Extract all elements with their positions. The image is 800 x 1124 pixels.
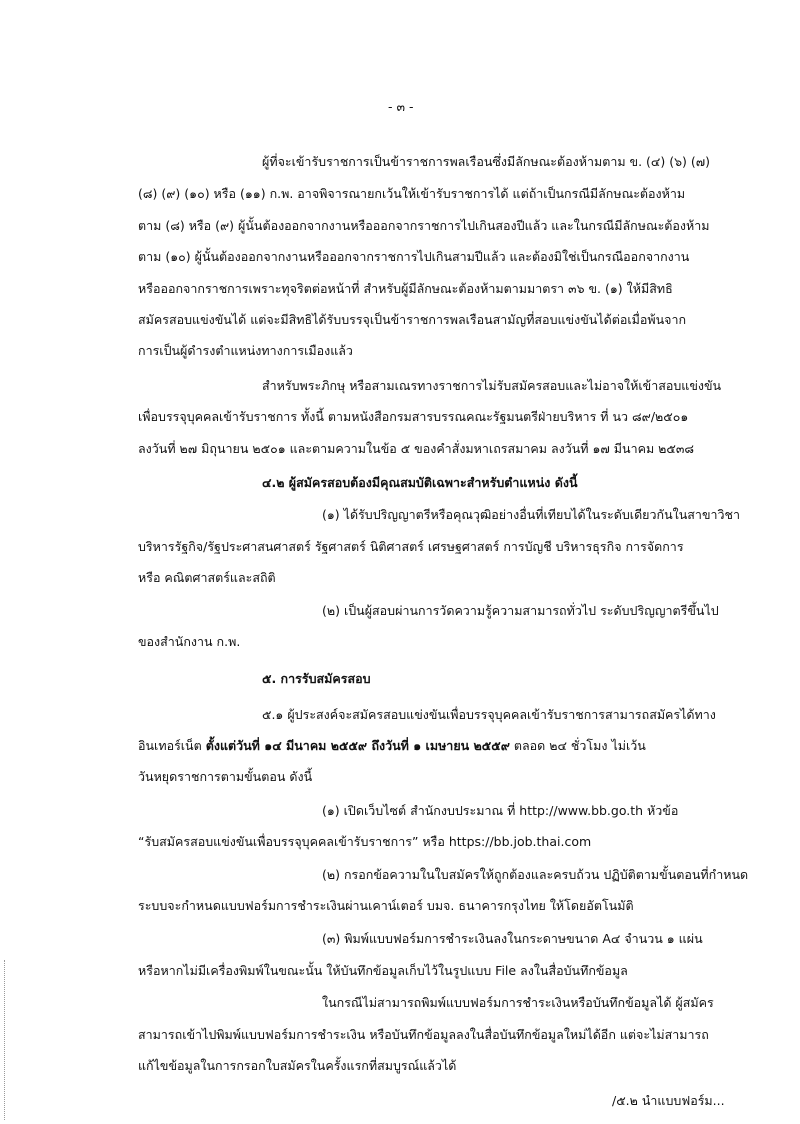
- page-number: - ๓ -: [388, 99, 414, 114]
- para-5-1-suffix: ตลอด ๒๔ ชั่วโมง ไม่เว้น: [513, 738, 646, 753]
- continuation-marker: /๕.๒ นำแบบฟอร์ม...: [612, 1093, 725, 1108]
- step-line: (๑) เปิดเว็บไซต์ สำนักงบประมาณ ที่ http://www.bb.go.th หัวข้อ: [322, 803, 679, 818]
- para-disqualified-line: ผู้ที่จะเข้ารับราชการเป็นข้าราชการพลเรือนซึ่งมีลักษณะต้องห้ามตาม ข. (๔) (๖) (๗): [262, 154, 711, 169]
- para-disqualified-line: (๘) (๙) (๑๐) หรือ (๑๑) ก.พ. อาจพิจารณายกเว้นให้เข้ารับราชการได้ แต่ถ้าเป็นกรณีมีลักษณะต้องห้าม: [138, 186, 686, 201]
- para-monks-line: เพื่อบรรจุบุคคลเข้ารับราชการ ทั้งนี้ ตามหนังสือกรมสารบรรณคณะรัฐมนตรีฝ่ายบริหาร ที่ นว ๘๙/๒๕๐๑: [138, 409, 689, 424]
- step-line: ระบบจะกำหนดแบบฟอร์มการชำระเงินผ่านเคาน์เตอร์ บมจ. ธนาคารกรุงไทย ให้โดยอัตโนมัติ: [138, 898, 634, 913]
- para-disqualified-line: ตาม (๘) หรือ (๙) ผู้นั้นต้องออกจากงานหรือออกจากราชการไปเกินสองปีแล้ว และในกรณีมีลักษณะต้องห้าม: [138, 218, 710, 233]
- para-monks-line: ลงวันที่ ๒๗ มิถุนายน ๒๕๐๑ และตามความในข้อ ๕ ของคำสั่งมหาเถรสมาคม ลงวันที่ ๑๗ มีนาคม ๒๕๓๘: [138, 441, 695, 456]
- step-line: หรือหากไม่มีเครื่องพิมพ์ในขณะนั้น ให้บันทึกข้อมูลเก็บไว้ในรูปแบบ File ลงในสื่อบันทึกข้อมูล: [138, 963, 628, 978]
- para-monks-line: สำหรับพระภิกษุ หรือสามเณรทางราชการไม่รับสมัครสอบและไม่อาจให้เข้าสอบแข่งขัน: [262, 378, 722, 393]
- section-4-2-heading: ๔.๒ ผู้สมัครสอบต้องมีคุณสมบัติเฉพาะสำหรับตำแหน่ง ดังนี้: [262, 475, 578, 490]
- para-disqualified-line: สมัครสอบแข่งขันได้ แต่จะมีสิทธิได้รับบรรจุเป็นข้าราชการพลเรือนสามัญที่สอบแข่งขันได้ต่อเมื่อพ้นจาก: [138, 312, 687, 327]
- note-line: สามารถเข้าไปพิมพ์แบบฟอร์มการชำระเงิน หรือบันทึกข้อมูลลงในสื่อบันทึกข้อมูลใหม่ได้อีก แต่จะไม่สามารถ: [138, 1027, 709, 1042]
- para-disqualified-line: ตาม (๑๐) ผู้นั้นต้องออกจากงานหรือออกจากราชการไปเกินสามปีแล้ว และต้องมิใช่เป็นกรณีออกจากงาน: [138, 249, 690, 264]
- section-5-heading: ๕. การรับสมัครสอบ: [262, 671, 371, 686]
- step-line: (๓) พิมพ์แบบฟอร์มการชำระเงินลงในกระดาษขนาด A๔ จำนวน ๑ แผ่น: [322, 931, 703, 946]
- qualification-item-line: บริหารรัฐกิจ/รัฐประศาสนศาสตร์ รัฐศาสตร์ นิติศาสตร์ เศรษฐศาสตร์ การบัญชี บริหารธุรกิจ การจัดการ: [138, 539, 684, 554]
- qualification-item-line: (๒) เป็นผู้สอบผ่านการวัดความรู้ความสามารถทั่วไป ระดับปริญญาตรีขึ้นไป: [322, 603, 719, 618]
- para-5-1-line: [138, 737, 646, 755]
- para-5-1-line: วันหยุดราชการตามขั้นตอน ดังนี้: [138, 769, 313, 784]
- qualification-item-line: หรือ คณิตศาสตร์และสถิติ: [138, 570, 276, 585]
- note-line: ในกรณีไม่สามารถพิมพ์แบบฟอร์มการชำระเงินหรือบันทึกข้อมูลได้ ผู้สมัคร: [322, 995, 714, 1010]
- note-line: แก้ไขข้อมูลในการกรอกใบสมัครในครั้งแรกที่สมบูรณ์แล้วได้: [138, 1058, 457, 1073]
- para-5-1-line: ๕.๑ ผู้ประสงค์จะสมัครสอบแข่งขันเพื่อบรรจุบุคคลเข้ารับราชการสามารถสมัครได้ทาง: [262, 707, 716, 722]
- step-line: “รับสมัครสอบแข่งขันเพื่อบรรจุบุคคลเข้ารับราชการ” หรือ https://bb.job.thai.com: [138, 834, 592, 849]
- para-disqualified-line: การเป็นผู้ดำรงตำแหน่งทางการเมืองแล้ว: [138, 343, 353, 358]
- para-disqualified-line: หรือออกจากราชการเพราะทุจริตต่อหน้าที่ สำหรับผู้มีลักษณะต้องห้ามตามมาตรา ๓๖ ข. (๑) ให้มีสิทธิ: [138, 281, 673, 296]
- scan-edge-marks: [4, 960, 7, 1120]
- application-period: ตั้งแต่วันที่ ๑๔ มีนาคม ๒๕๕๙ ถึงวันที่ ๑ เมษายน ๒๕๕๙: [205, 738, 510, 753]
- para-5-1-prefix: อินเทอร์เน็ต: [138, 738, 202, 753]
- qualification-item-line: (๑) ได้รับปริญญาตรีหรือคุณวุฒิอย่างอื่นที่เทียบได้ในระดับเดียวกันในสาขาวิชา: [322, 507, 741, 522]
- step-line: (๒) กรอกข้อความในใบสมัครให้ถูกต้องและครบถ้วน ปฏิบัติตามขั้นตอนที่กำหนด: [322, 867, 749, 882]
- qualification-item-line: ของสำนักงาน ก.พ.: [138, 634, 241, 649]
